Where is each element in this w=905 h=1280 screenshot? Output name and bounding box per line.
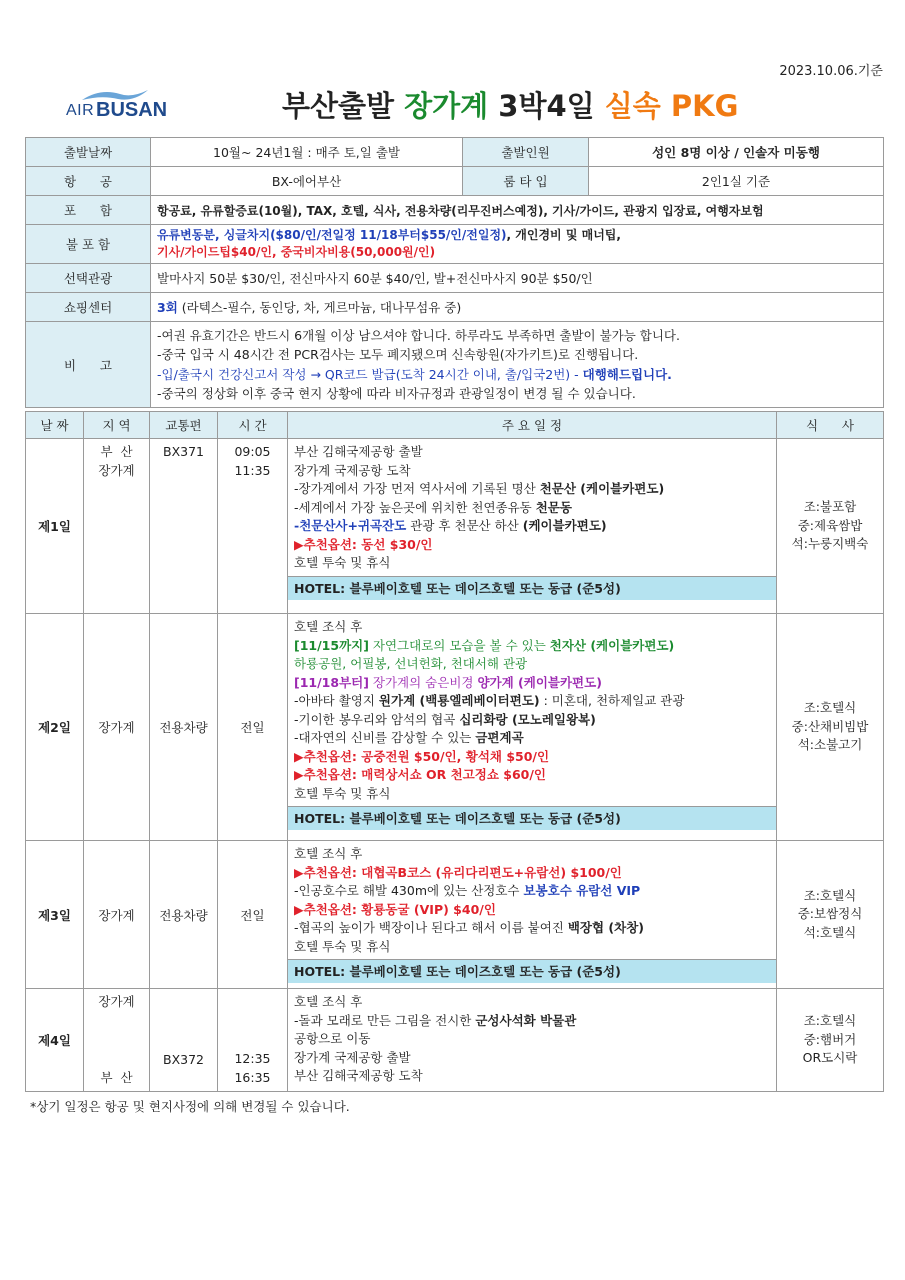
row-include <box>26 196 884 225</box>
exclude-a: 유류변동분, 싱글차지($80/인/전일정 11/18부터$55/인/전일정) <box>157 228 507 242</box>
day4-label: 제4일 <box>26 989 84 1092</box>
day2-l4a: [11/18부터] <box>294 674 369 690</box>
schedule-table <box>25 411 884 1092</box>
day1-meal <box>777 439 884 614</box>
day2-l5 <box>294 692 770 711</box>
day4-l5: 부산 김해국제공항 도착 <box>294 1068 423 1083</box>
row-optional <box>26 264 884 293</box>
day1-l5c: (케이블카편도) <box>522 518 607 533</box>
day2-row <box>26 614 884 841</box>
day2-meal2: 중:산채비빔밥 <box>791 718 869 734</box>
schedule-header <box>26 412 884 439</box>
day1-meal2: 중:제육쌈밥 <box>797 517 863 533</box>
day4-flight: BX372 <box>150 989 218 1092</box>
day2-l1: 호텔 조식 후 <box>294 619 363 634</box>
day2-l7b: 금편계곡 <box>475 730 524 745</box>
exclude-c: 기사/가이드팁$40/인, 중국비자비용(50,000원/인) <box>157 245 436 259</box>
day3-l5b: 백장협 (차창) <box>567 920 644 935</box>
day2-option1: ▶추천옵션: 공중전원 $50/인, 황석채 $50/인 <box>294 748 550 764</box>
notes-label: 비 고 <box>26 322 151 408</box>
day2-l6a: -기이한 봉우리와 암석의 협곡 <box>294 711 460 727</box>
note-3 <box>157 365 877 385</box>
day1-hotel: HOTEL: 블루베이호텔 또는 데이즈호텔 또는 동급 (준5성) <box>288 576 776 600</box>
shopping-list: (라텍스-필수, 동인당, 차, 게르마늄, 대나무섬유 중) <box>177 300 462 315</box>
day4-region2: 부 산 <box>100 1069 133 1085</box>
row-notes <box>26 322 884 408</box>
day4-l2a: -돌과 모래로 만든 그림을 전시한 <box>294 1012 476 1028</box>
day3-l3a: -인공호수로 해발 430m에 있는 산정호수 <box>294 883 524 898</box>
day1-option: ▶추천옵션: 동선 $30/인 <box>294 536 433 552</box>
day1-row <box>26 439 884 614</box>
day3-plan <box>288 841 777 989</box>
day4-plan <box>288 989 777 1092</box>
day4-region <box>84 989 150 1092</box>
day3-meal2: 중:보쌈정식 <box>797 906 863 922</box>
day1-l5 <box>294 517 770 536</box>
day2-l6 <box>294 711 770 730</box>
day2-l5b: 원가계 (백룡엘레베이터편도) <box>378 693 540 708</box>
day4-region1: 장가계 <box>98 994 135 1009</box>
shopping-value <box>151 293 884 322</box>
optional-value: 발마사지 50분 $30/인, 전신마사지 60분 $40/인, 발+전신마사지 90분 $50/인 <box>151 264 884 293</box>
day4-meal3: OR도시락 <box>802 1050 858 1066</box>
day3-meal1: 조:호텔식 <box>803 887 857 903</box>
day3-option1: ▶추천옵션: 대협곡B코스 (유리다리편도+유람선) $100/인 <box>294 864 622 880</box>
day1-time <box>218 439 288 614</box>
day1-l4a: -세계에서 가장 높은곳에 위치한 천연종유동 <box>294 499 536 515</box>
logo-busan: BUSAN <box>96 99 168 121</box>
day1-l4b: 천문동 <box>535 499 572 515</box>
row-air <box>26 167 884 196</box>
page-title <box>282 84 738 125</box>
day2-plan <box>288 614 777 841</box>
day1-time2: 11:35 <box>234 462 271 478</box>
day4-l1: 호텔 조식 후 <box>294 994 363 1009</box>
room-label: 룸 타 입 <box>463 167 589 196</box>
head-plan: 주 요 일 정 <box>288 412 777 439</box>
day1-region <box>84 439 150 614</box>
day1-meal1: 조:불포함 <box>803 499 857 515</box>
day2-l7a: -대자연의 신비를 감상할 수 있는 <box>294 730 476 745</box>
day3-l6: 호텔 투숙 및 휴식 <box>294 938 391 954</box>
include-label: 포 함 <box>26 196 151 225</box>
day1-l3a: -장가계에서 가장 먼저 역사서에 기록된 명산 <box>294 481 540 496</box>
notes-value <box>151 322 884 408</box>
day2-l10: 호텔 투숙 및 휴식 <box>294 785 391 801</box>
day4-meal <box>777 989 884 1092</box>
logo-air: AIR <box>66 102 95 119</box>
day2-option2: ▶추천옵션: 매력상서쇼 OR 천고정쇼 $60/인 <box>294 767 546 782</box>
day1-l5a: -천문산사+귀곡잔도 <box>294 518 407 533</box>
day3-l5 <box>294 919 770 938</box>
day1-time1: 09:05 <box>234 444 271 459</box>
day3-time: 전일 <box>218 841 288 989</box>
day2-meal3: 석:소불고기 <box>797 737 863 753</box>
day3-hotel: HOTEL: 블루베이호텔 또는 데이즈호텔 또는 동급 (준5성) <box>288 959 776 983</box>
day2-l4c: 양가계 (케이블카편도) <box>477 674 602 690</box>
day3-region: 장가계 <box>84 841 150 989</box>
head-transport: 교통편 <box>150 412 218 439</box>
day3-l1: 호텔 조식 후 <box>294 846 363 861</box>
air-label: 항 공 <box>26 167 151 196</box>
day4-meal2: 중:햄버거 <box>803 1031 857 1047</box>
room-value: 2인1실 기준 <box>589 167 884 196</box>
exclude-b: , 개인경비 및 매너팁, <box>506 228 621 242</box>
title-part4: 실속 PKG <box>604 89 739 123</box>
day4-l3: 공항으로 이동 <box>294 1031 371 1046</box>
head-time: 시 간 <box>218 412 288 439</box>
exclude-label: 불 포 함 <box>26 225 151 264</box>
day2-l2 <box>294 637 770 656</box>
day1-l1: 부산 김해국제공항 출발 <box>294 444 423 459</box>
head-meal: 식 사 <box>777 412 884 439</box>
day2-l4b: 장가계의 숨은비경 <box>368 674 478 690</box>
row-shopping <box>26 293 884 322</box>
day1-l2: 장가계 국제공항 도착 <box>294 462 411 478</box>
head-region: 지 역 <box>84 412 150 439</box>
day4-meal1: 조:호텔식 <box>803 1013 857 1029</box>
day1-l4 <box>294 499 770 518</box>
depart-label: 출발날짜 <box>26 138 151 167</box>
day1-region2: 장가계 <box>98 462 135 478</box>
air-busan-logo <box>66 88 176 124</box>
day2-l4 <box>294 674 770 693</box>
day1-label: 제1일 <box>26 439 84 614</box>
day1-flight: BX371 <box>150 439 218 614</box>
day1-l3b: 천문산 (케이블카편도) <box>539 481 665 496</box>
optional-label: 선택관광 <box>26 264 151 293</box>
day2-time: 전일 <box>218 614 288 841</box>
day2-transport: 전용차량 <box>150 614 218 841</box>
day2-l2b: 자연그대로의 모습을 볼 수 있는 <box>368 637 550 653</box>
footer-note: *상기 일정은 항공 및 현지사정에 의해 변경될 수 있습니다. <box>30 1099 350 1114</box>
day4-time2: 16:35 <box>234 1069 271 1085</box>
title-part2: 장가계 <box>404 89 489 123</box>
air-value: BX-에어부산 <box>151 167 463 196</box>
people-value: 성인 8명 이상 / 인솔자 미동행 <box>589 138 884 167</box>
day2-l5c: : 미혼대, 천하제일교 관광 <box>539 693 685 708</box>
day2-l7 <box>294 729 770 748</box>
day3-row <box>26 841 884 989</box>
day4-l2 <box>294 1012 770 1031</box>
note-3a: -입/출국시 건강신고서 작성 → QR코드 발급(도착 24시간 이내, 출/입국2번) - <box>157 366 583 382</box>
day2-meal1: 조:호텔식 <box>803 700 857 716</box>
day2-l3: 하룡공원, 어필봉, 선녀헌화, 천대서해 관광 <box>294 656 528 671</box>
day4-l4: 장가계 국제공항 출발 <box>294 1049 411 1065</box>
day1-meal3: 석:누룽지백숙 <box>791 536 869 552</box>
day2-region: 장가계 <box>84 614 150 841</box>
head-date: 날 짜 <box>26 412 84 439</box>
note-1: -여권 유효기간은 반드시 6개월 이상 남으셔야 합니다. 하루라도 부족하면 출발이 불가능 합니다. <box>157 327 680 343</box>
day3-l5a: -협곡의 높이가 백장이나 된다고 해서 이름 붙여진 <box>294 920 568 935</box>
exclude-value <box>151 225 884 264</box>
day4-l2b: 군성사석화 박물관 <box>475 1012 577 1028</box>
day4-row <box>26 989 884 1092</box>
row-depart <box>26 138 884 167</box>
day1-l7: 호텔 투숙 및 휴식 <box>294 555 391 570</box>
note-4: -중국의 정상화 이후 중국 현지 상황에 따라 비자규정과 관광일정이 변경 될 수 있습니다. <box>157 386 636 401</box>
day2-l2a: [11/15까지] <box>294 637 369 653</box>
depart-value: 10월~ 24년1월 : 매주 토,일 출발 <box>151 138 463 167</box>
day4-time <box>218 989 288 1092</box>
people-label: 출발인원 <box>463 138 589 167</box>
day1-l3 <box>294 480 770 499</box>
title-part3: 3박4일 <box>488 89 605 123</box>
day2-l2c: 천자산 (케이블카편도) <box>549 637 675 653</box>
shopping-count: 3회 <box>157 300 178 315</box>
day2-label: 제2일 <box>26 614 84 841</box>
include-value: 항공료, 유류할증료(10월), TAX, 호텔, 식사, 전용차량(리무진버스예정), 기사/가이드, 관광지 입장료, 여행자보험 <box>151 196 884 225</box>
row-exclude <box>26 225 884 264</box>
day2-l6b: 십리화랑 (모노레일왕복) <box>459 711 596 727</box>
day1-plan <box>288 439 777 614</box>
day2-l5a: -아바타 촬영지 <box>294 693 379 708</box>
day3-l3 <box>294 882 770 901</box>
day4-time1: 12:35 <box>234 1051 271 1066</box>
day3-option2: ▶추천옵션: 황룡동굴 (VIP) $40/인 <box>294 901 496 917</box>
day3-l3b: 보봉호수 유람선 VIP <box>523 883 641 898</box>
day3-label: 제3일 <box>26 841 84 989</box>
day2-hotel: HOTEL: 블루베이호텔 또는 데이즈호텔 또는 동급 (준5성) <box>288 806 776 830</box>
info-table <box>25 137 884 408</box>
title-part1: 부산출발 <box>282 89 405 123</box>
base-date: 2023.10.06.기준 <box>779 64 883 79</box>
note-2: -중국 입국 시 48시간 전 PCR검사는 모두 폐지됐으며 신속항원(자가키트)로 진행됩니다. <box>157 347 639 362</box>
shopping-label: 쇼핑센터 <box>26 293 151 322</box>
note-3b: 대행해드립니다. <box>582 366 672 382</box>
day3-transport: 전용차량 <box>150 841 218 989</box>
day3-meal3: 석:호텔식 <box>803 924 857 940</box>
day2-meal <box>777 614 884 841</box>
day1-region1: 부 산 <box>100 444 133 459</box>
day1-l5b: 관광 후 천문산 하산 <box>406 518 523 533</box>
day3-meal <box>777 841 884 989</box>
